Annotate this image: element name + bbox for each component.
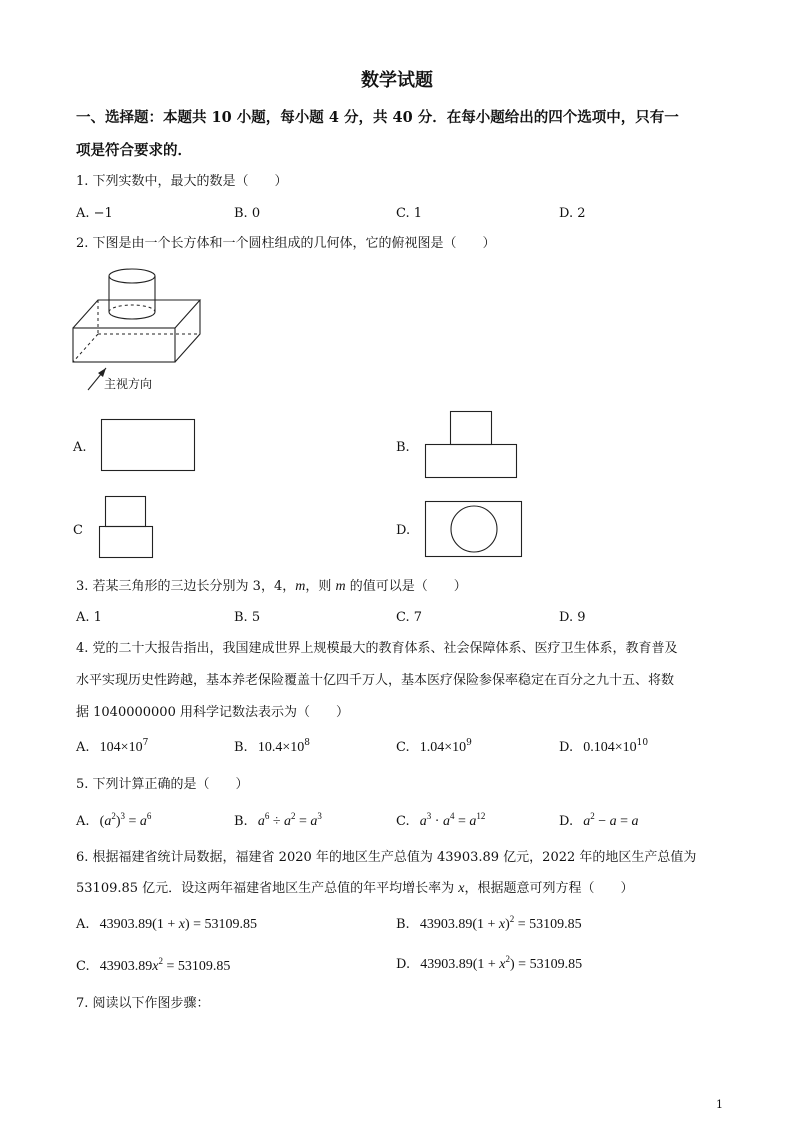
expr-part: 43903.89(1 +: [420, 957, 500, 972]
q5-option-b-expr: [257, 811, 322, 829]
q1-option-d: D. 2: [559, 206, 586, 221]
q6-option-a-label: A.: [76, 917, 90, 932]
q5-option-d-expr: [583, 811, 639, 829]
q5-option-a: [76, 811, 152, 830]
q1-stem: 1. 下列实数中，最大的数是（ ）: [76, 174, 288, 189]
exp: 2: [509, 914, 515, 924]
section-heading-line1: 一、选择题：本题共 10 小题，每小题 4 分，共 40 分．在每小题给出的四个选项中，只有一: [76, 109, 679, 126]
expr-part: = 53109.85: [162, 959, 231, 974]
q5-option-a-label: A.: [76, 814, 90, 829]
var-a: a: [310, 814, 318, 829]
q2-option-d-label: D.: [396, 523, 411, 538]
q6-option-a: [76, 917, 257, 933]
page-title: 数学试题: [361, 70, 433, 91]
q5-option-d-label: D.: [559, 814, 574, 829]
q6-option-d-label: D.: [396, 957, 411, 972]
q6-line1: 6. 根据福建省统计局数据，福建省 2020 年的地区生产总值为 43903.89 亿元，2022 年的地区生产总值为: [76, 850, 697, 865]
q4-option-b-label: B.: [234, 740, 248, 755]
q2-option-b-label: B.: [396, 440, 410, 455]
exp: 4: [449, 811, 455, 821]
operator: −: [594, 814, 610, 829]
q2-option-a-label: A.: [73, 440, 87, 455]
q6-line2-pre: 53109.85 亿元．设这两年福建省地区生产总值的年平均增长率为: [76, 881, 459, 896]
expr-part: 43903.89: [99, 959, 153, 974]
q5-option-b-label: B.: [234, 814, 248, 829]
q1-option-b: B. 0: [234, 206, 261, 221]
q3-stem: [76, 579, 467, 595]
operator: =: [295, 814, 311, 829]
var-a: a: [442, 814, 450, 829]
var-a: a: [583, 814, 591, 829]
q4-option-c: [396, 740, 472, 756]
q3-var-m: m: [295, 579, 306, 594]
q3-option-b: B. 5: [234, 610, 261, 625]
q4-option-c-base: 1.04×10: [419, 740, 467, 755]
q6-option-c-label: C.: [76, 959, 90, 974]
var-a: a: [139, 814, 147, 829]
exp: 12: [476, 811, 486, 821]
q4-option-c-label: C.: [396, 740, 410, 755]
q5-option-a-expr: [99, 811, 152, 829]
q6-option-b-expr: [419, 914, 582, 932]
q6-var-x: x: [458, 881, 465, 896]
q6-option-c: [76, 956, 231, 975]
q2-option-c-label: C: [73, 523, 83, 538]
operator: =: [616, 814, 632, 829]
var-a: a: [257, 814, 265, 829]
q5-option-c-label: C.: [396, 814, 410, 829]
exp: 3: [120, 811, 126, 821]
q6-line2-post: ，根据题意可列方程（ ）: [464, 881, 634, 896]
q5-stem: 5. 下列计算正确的是（ ）: [76, 777, 249, 792]
q1-option-a: A. −1: [76, 206, 113, 221]
q4-option-d-exp: 10: [636, 738, 649, 748]
q4-option-b-exp: 8: [304, 738, 310, 748]
paren: ): [115, 814, 121, 829]
q5-option-d: [559, 811, 639, 830]
var-a: a: [631, 814, 639, 829]
var-a: a: [104, 814, 112, 829]
q1-option-c: C. 1: [396, 206, 423, 221]
q2-option-a-figure: [101, 419, 196, 474]
section-heading-line2: 项是符合要求的．: [76, 142, 192, 159]
exp: 6: [264, 811, 270, 821]
q7-stem: 7. 阅读以下作图步骤：: [76, 996, 210, 1011]
expr-part: ) = 53109.85: [184, 917, 258, 932]
q6-option-d: [396, 954, 583, 973]
expr-part: ): [505, 917, 510, 932]
exp: 2: [590, 811, 595, 821]
expr-part: ) = 53109.85: [510, 957, 583, 972]
var-x: x: [499, 957, 506, 972]
operator: =: [125, 814, 140, 829]
exp: 6: [146, 811, 152, 821]
exp: 2: [291, 811, 296, 821]
q3-stem-mid: ，则: [305, 579, 336, 594]
q6-option-b-label: B.: [396, 917, 410, 932]
q4-option-d-label: D.: [559, 740, 574, 755]
q6-option-a-expr: [100, 917, 257, 932]
expr-part: 43903.89(1 +: [419, 917, 499, 932]
var-x: x: [152, 959, 159, 974]
q4-option-c-exp: 9: [466, 738, 472, 748]
q3-option-a: A. 1: [76, 610, 102, 625]
exp: 2: [158, 956, 163, 966]
q2-stem: 2. 下图是由一个长方体和一个圆柱组成的几何体，它的俯视图是（ ）: [76, 236, 496, 251]
q2-option-d-figure: [425, 501, 523, 559]
q4-line1: 4. 党的二十大报告指出，我国建成世界上规模最大的教育体系、社会保障体系、医疗卫生体系，教育普及: [76, 641, 678, 656]
q3-var-m-2: m: [335, 579, 346, 594]
q3-stem-pre: 3. 若某三角形的三边长分别为 3，4，: [76, 579, 296, 594]
q5-option-c: [396, 811, 486, 830]
q4-option-b-base: 10.4×10: [257, 740, 305, 755]
expr-part: = 53109.85: [514, 917, 582, 932]
q3-option-d: D. 9: [559, 610, 586, 625]
q4-option-b: [234, 740, 310, 756]
q6-option-d-expr: [420, 954, 583, 972]
q5-option-b: [234, 811, 322, 830]
q4-line3: 据 1040000000 用科学记数法表示为（ ）: [76, 705, 349, 720]
var-a: a: [284, 814, 292, 829]
q6-option-c-expr: [99, 956, 231, 974]
var-x: x: [498, 917, 506, 932]
q3-stem-post: 的值可以是（ ）: [345, 579, 467, 594]
paren: (: [99, 814, 105, 829]
var-a: a: [419, 814, 427, 829]
var-a: a: [609, 814, 617, 829]
q4-option-a: [76, 740, 148, 756]
q5-option-c-expr: [419, 811, 486, 829]
q4-option-a-base: 104×10: [99, 740, 143, 755]
exp: 3: [426, 811, 432, 821]
q4-option-d-base: 0.104×10: [583, 740, 637, 755]
q2-option-b-figure: [425, 411, 518, 479]
expr-part: 43903.89(1 +: [99, 917, 179, 932]
operator: ÷: [269, 814, 285, 829]
q2-option-c-figure: [99, 496, 155, 560]
exp: 2: [111, 811, 116, 821]
operator: =: [454, 814, 470, 829]
q4-line2: 水平实现历史性跨越，基本养老保险覆盖十亿四千万人，基本医疗保险参保率稳定在百分之九十五、将数: [76, 673, 675, 688]
q4-option-a-label: A.: [76, 740, 90, 755]
var-x: x: [178, 917, 185, 932]
exp: 3: [317, 811, 322, 821]
q6-line2: [76, 881, 634, 897]
exp: 2: [505, 954, 511, 964]
q6-option-b: [396, 914, 582, 933]
q4-option-a-exp: 7: [142, 738, 149, 748]
q4-option-d: [559, 740, 648, 756]
q3-option-c: C. 7: [396, 610, 423, 625]
var-a: a: [469, 814, 477, 829]
operator: ·: [431, 814, 443, 829]
view-direction-label: 主视方向: [104, 377, 153, 391]
page-number: 1: [716, 1098, 723, 1111]
